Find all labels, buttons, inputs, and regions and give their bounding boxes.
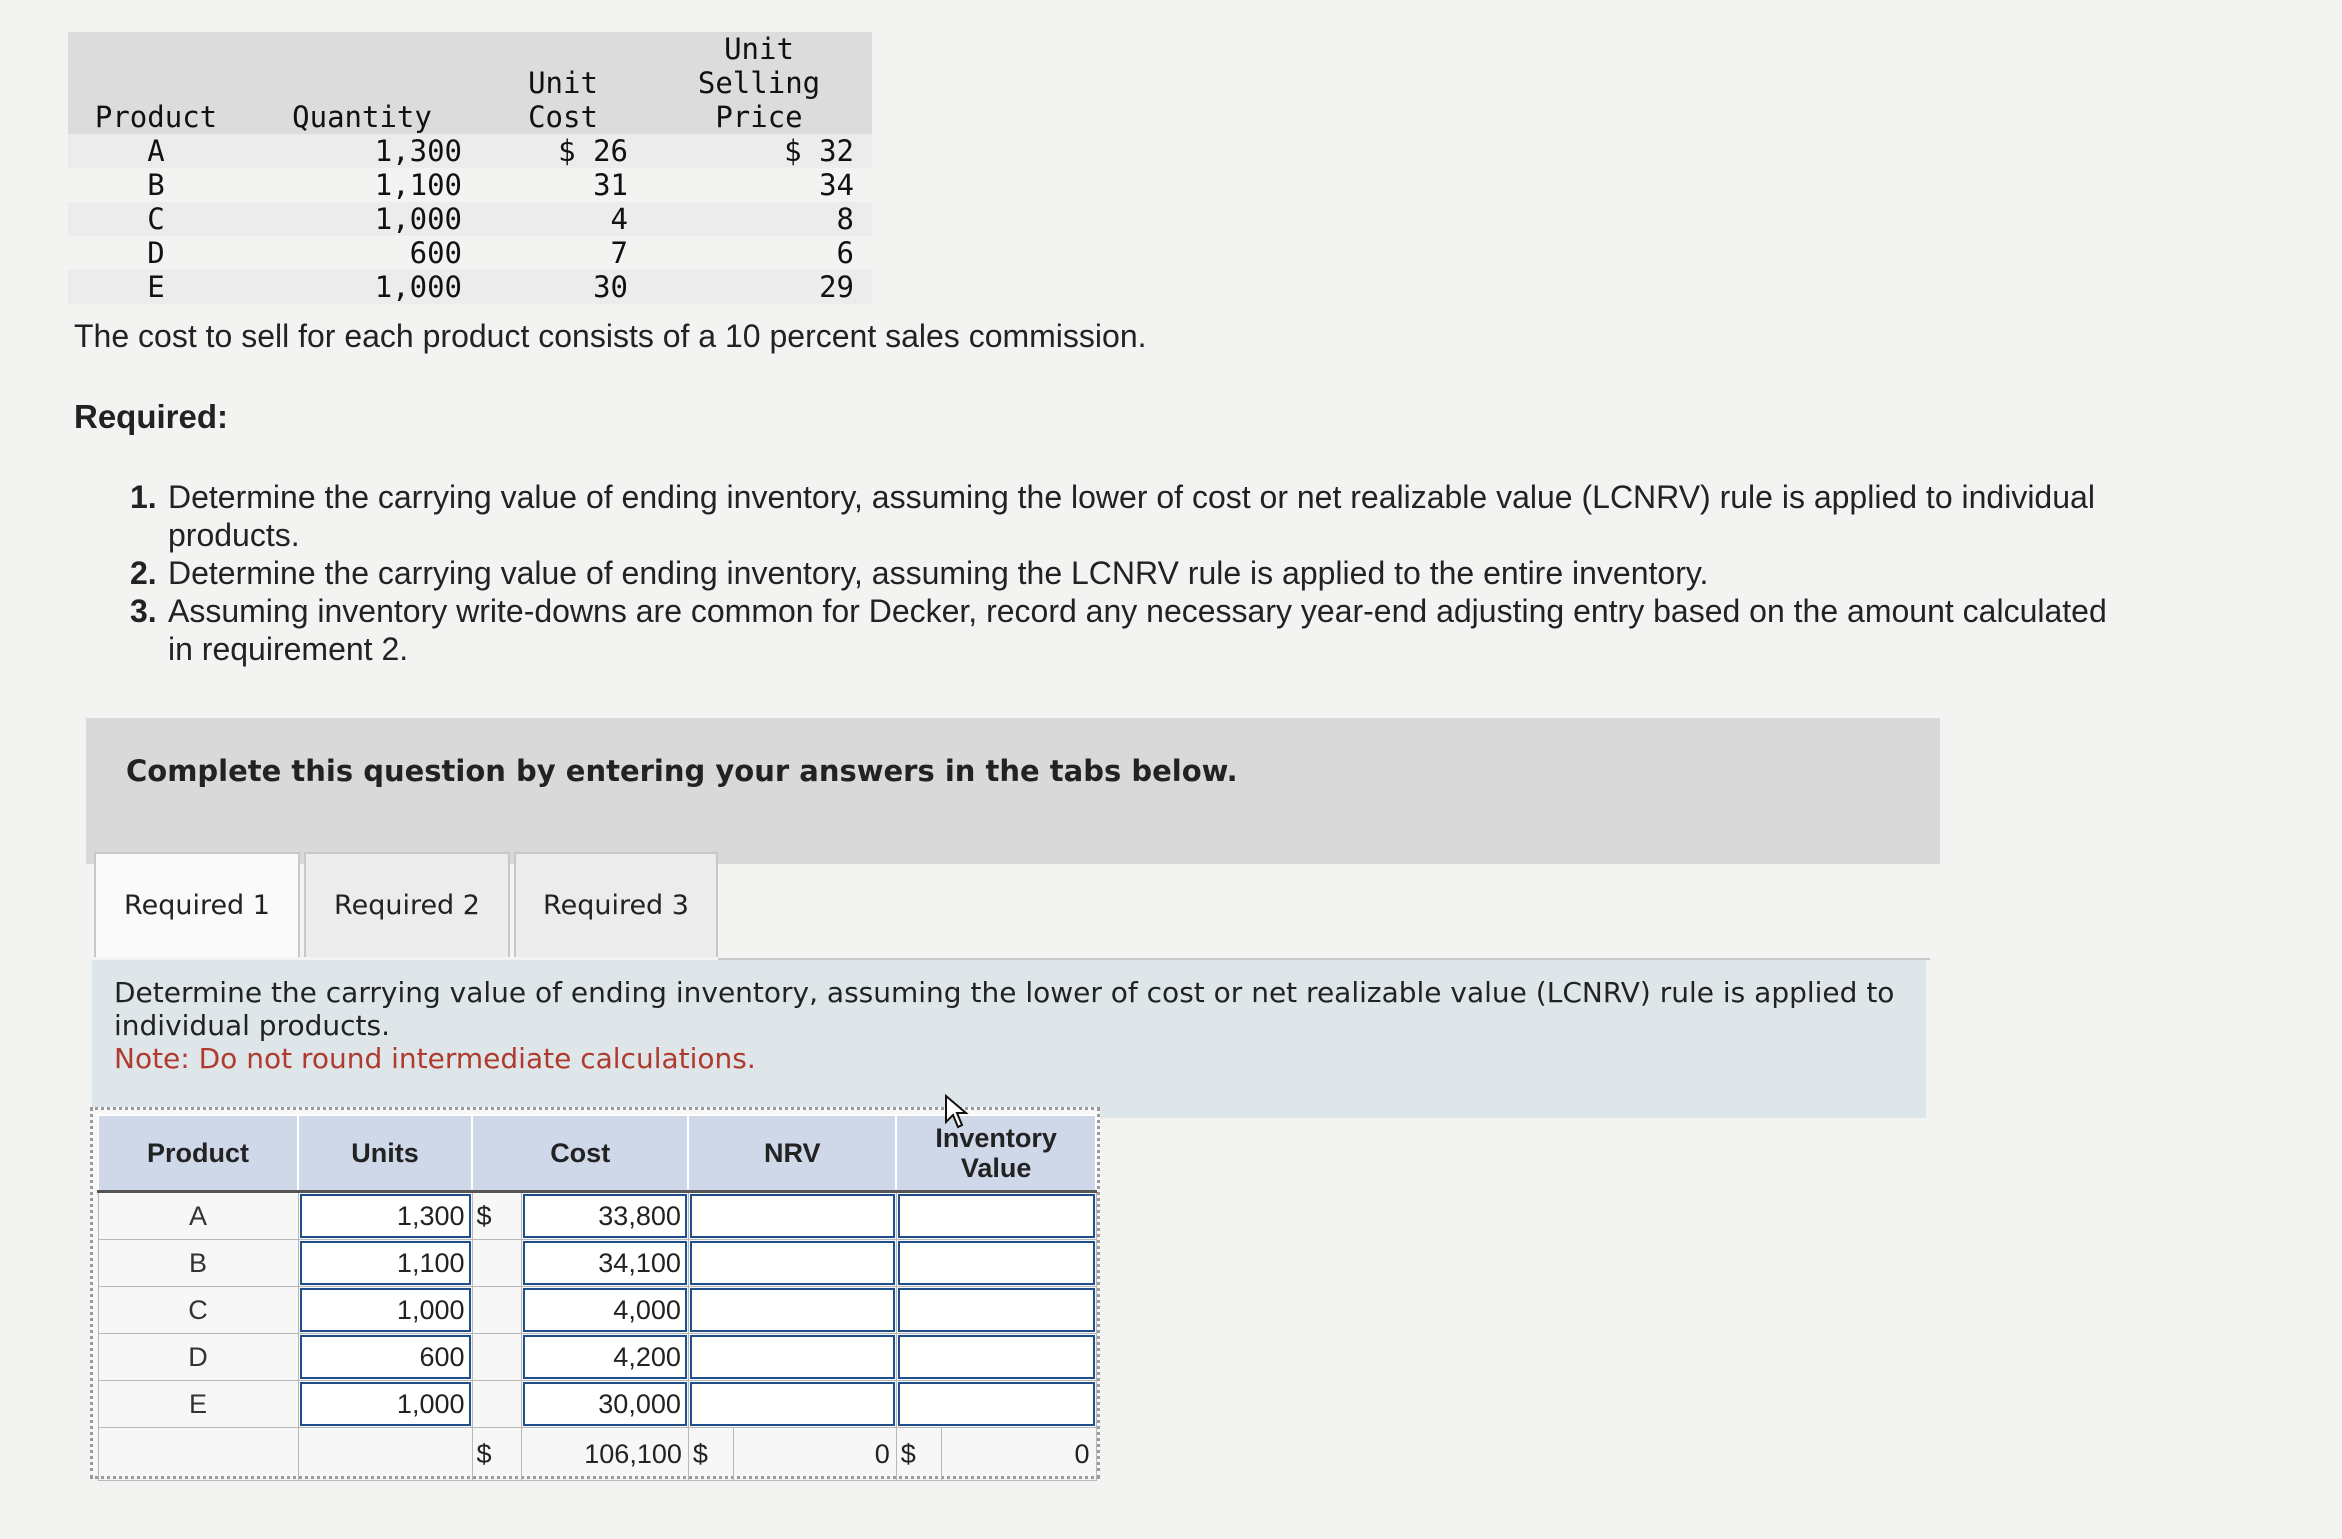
cell-quantity: 1,100 xyxy=(374,168,462,202)
cell-quantity: 1,000 xyxy=(244,202,480,236)
cell-unit-cost: 7 xyxy=(610,236,628,270)
inventory-value-input[interactable] xyxy=(898,1288,1095,1332)
instructions-bar xyxy=(86,718,1940,864)
intro-text: The cost to sell for each product consists of a 10 percent sales commission. xyxy=(74,318,1147,354)
cell-unit-cost: 30 xyxy=(480,270,646,304)
cell-unit-price: 34 xyxy=(819,168,854,202)
cell-unit-price: 6 xyxy=(836,236,854,270)
requirements-list xyxy=(130,478,2110,668)
cell-product: B xyxy=(147,168,165,202)
units-input[interactable]: 1,300 xyxy=(300,1194,471,1238)
cell-product: E xyxy=(68,270,244,304)
answer-product: B xyxy=(98,1240,298,1287)
cell-unit-price: 8 xyxy=(646,202,872,236)
answer-product: D xyxy=(98,1334,298,1381)
inventory-value-input[interactable] xyxy=(898,1194,1095,1238)
required-heading: Required: xyxy=(74,398,229,435)
cell-product: A xyxy=(68,134,244,168)
table-row xyxy=(68,236,872,270)
question-box xyxy=(92,960,1926,1118)
mouse-pointer-icon xyxy=(944,1094,970,1130)
requirement-text: Determine the carrying value of ending inventory, assuming the LCNRV rule is applied to the entire inventory. xyxy=(168,555,1709,591)
answer-product: E xyxy=(98,1381,298,1428)
requirement-item xyxy=(130,478,2110,554)
header-quantity: Quantity xyxy=(244,32,480,134)
requirement-number: 3. xyxy=(130,593,157,629)
header-unit-cost-line1: Unit xyxy=(528,66,598,100)
total-nrv-currency: $ xyxy=(688,1428,733,1481)
cost-input[interactable]: 30,000 xyxy=(523,1382,687,1426)
tab-required-2[interactable]: Required 2 xyxy=(304,852,510,957)
requirement-text: Assuming inventory write-downs are common for Decker, record any necessary year-end adjusting entry based on the amount calculated in requirement 2. xyxy=(168,593,2107,667)
table-row xyxy=(68,270,872,304)
answer-row xyxy=(98,1381,1096,1428)
total-cost: 106,100 xyxy=(521,1428,688,1481)
cell-unit-price: 29 xyxy=(646,270,872,304)
tab-required-1[interactable]: Required 1 xyxy=(94,852,300,957)
total-inventory-value: 0 xyxy=(941,1428,1096,1481)
cell-product: D xyxy=(147,236,165,270)
total-inventory-currency: $ xyxy=(896,1428,941,1481)
units-input[interactable]: 1,100 xyxy=(300,1241,471,1285)
answer-row xyxy=(98,1334,1096,1381)
instructions-text: Complete this question by entering your answers in the tabs below. xyxy=(126,754,1238,788)
cost-currency xyxy=(472,1287,521,1334)
nrv-input[interactable] xyxy=(690,1382,895,1426)
cell-quantity: 1,300 xyxy=(244,134,480,168)
cost-currency: $ xyxy=(472,1192,521,1240)
units-input[interactable]: 600 xyxy=(300,1335,471,1379)
question-text: Determine the carrying value of ending inventory, assuming the lower of cost or net realizable value (LCNRV) rule is applied to individual products. xyxy=(114,976,1895,1042)
answer-header-cost: Cost xyxy=(472,1115,688,1192)
cell-unit-cost: 4 xyxy=(480,202,646,236)
cell-product: C xyxy=(68,202,244,236)
inventory-value-input[interactable] xyxy=(898,1382,1095,1426)
inventory-value-input[interactable] xyxy=(898,1335,1095,1379)
cell-quantity: 600 xyxy=(409,236,462,270)
table-row xyxy=(68,134,872,168)
answer-product: C xyxy=(98,1287,298,1334)
cost-currency xyxy=(472,1381,521,1428)
header-unit-cost-line2: Cost xyxy=(528,100,598,134)
answer-product: A xyxy=(98,1192,298,1240)
header-unit-price-line2: Price xyxy=(715,100,803,134)
cost-input[interactable]: 4,200 xyxy=(523,1335,687,1379)
answer-row xyxy=(98,1192,1096,1240)
cell-unit-cost: $ 26 xyxy=(480,134,646,168)
answer-grid xyxy=(90,1107,1100,1479)
nrv-input[interactable] xyxy=(690,1335,895,1379)
answer-row xyxy=(98,1287,1096,1334)
nrv-input[interactable] xyxy=(690,1288,895,1332)
answer-header-product: Product xyxy=(98,1115,298,1192)
table-row xyxy=(68,168,872,202)
question-note: Note: Do not round intermediate calculations. xyxy=(114,1042,756,1075)
answer-table xyxy=(97,1114,1097,1481)
answer-header-nrv: NRV xyxy=(688,1115,896,1192)
nrv-input[interactable] xyxy=(690,1194,895,1238)
totals-row xyxy=(98,1428,1096,1481)
tab-required-3[interactable]: Required 3 xyxy=(514,852,718,957)
requirement-number: 1. xyxy=(130,479,157,515)
header-unit-price-line1: Unit Selling xyxy=(697,32,821,100)
answer-header-units: Units xyxy=(298,1115,472,1192)
units-input[interactable]: 1,000 xyxy=(300,1382,471,1426)
answer-row xyxy=(98,1240,1096,1287)
requirement-item xyxy=(130,592,2110,668)
totals-empty xyxy=(98,1428,298,1481)
requirement-text: Determine the carrying value of ending inventory, assuming the lower of cost or net realizable value (LCNRV) rule is applied to individual products. xyxy=(168,479,2095,553)
inventory-value-input[interactable] xyxy=(898,1241,1095,1285)
product-data-table xyxy=(68,32,872,304)
header-unit-cost xyxy=(480,32,646,134)
cell-unit-cost: 31 xyxy=(593,168,628,202)
header-unit-price xyxy=(646,32,872,134)
cost-currency xyxy=(472,1240,521,1287)
total-cost-currency: $ xyxy=(472,1428,521,1481)
requirement-item xyxy=(130,554,2110,592)
units-input[interactable]: 1,000 xyxy=(300,1288,471,1332)
requirement-number: 2. xyxy=(130,555,157,591)
cell-quantity: 1,000 xyxy=(244,270,480,304)
header-product: Product xyxy=(68,32,244,134)
cost-input[interactable]: 33,800 xyxy=(523,1194,687,1238)
answer-header-inventory-value: Inventory Value xyxy=(896,1115,1096,1192)
totals-empty xyxy=(298,1428,472,1481)
cost-currency xyxy=(472,1334,521,1381)
total-nrv: 0 xyxy=(733,1428,896,1481)
table-row xyxy=(68,202,872,236)
cost-input[interactable]: 4,000 xyxy=(523,1288,687,1332)
cell-unit-price: $ 32 xyxy=(646,134,872,168)
cost-input[interactable]: 34,100 xyxy=(523,1241,687,1285)
nrv-input[interactable] xyxy=(690,1241,895,1285)
